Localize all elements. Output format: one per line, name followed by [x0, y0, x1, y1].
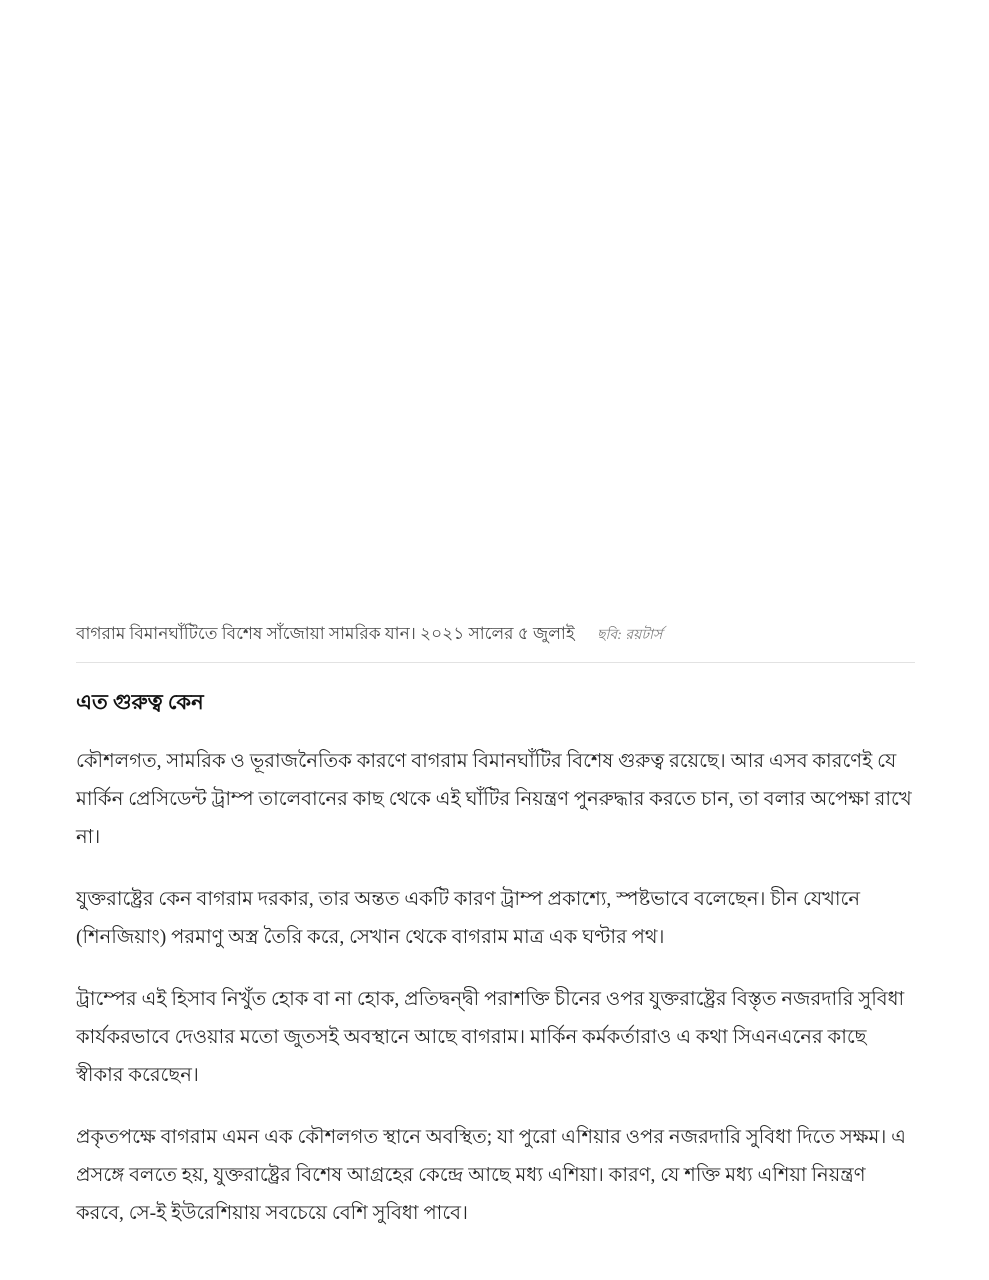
image-caption-text: বাগরাম বিমানঘাঁটিতে বিশেষ সাঁজোয়া সামরিক যান। ২০২১ সালের ৫ জুলাই [76, 624, 575, 643]
section-heading: এত গুরুত্ব কেন [76, 689, 204, 714]
image-caption [76, 622, 915, 647]
article-paragraph: ট্রাম্পের এই হিসাব নিখুঁত হোক বা না হোক, প্রতিদ্বন্দ্বী পরাশক্তি চীনের ওপর যুক্তরাষ্ট্রের বিস্তৃত নজরদারি সুবিধা কার্যকরভাবে দেওয়ার মতো জুতসই অবস্থানে আছে বাগরাম। মার্কিন কর্মকর্তারাও এ কথা সিএনএনের কাছে স্বীকার করেছেন। [76, 988, 905, 1086]
article-content [0, 622, 989, 1233]
article-image-area [0, 0, 989, 610]
article-paragraph: কৌশলগত, সামরিক ও ভূরাজনৈতিক কারণে বাগরাম বিমানঘাঁটির বিশেষ গুরুত্ব রয়েছে। আর এসব কারণেই যে মার্কিন প্রেসিডেন্ট ট্রাম্প তালেবানের কাছ থেকে এই ঘাঁটির নিয়ন্ত্রণ পুনরুদ্ধার করতে চান, তা বলার অপেক্ষা রাখে না। [76, 750, 912, 848]
photo-credit: ছবি: রয়টার্স [596, 628, 663, 643]
article-paragraph: প্রকৃতপক্ষে বাগরাম এমন এক কৌশলগত স্থানে অবস্থিত; যা পুরো এশিয়ার ওপর নজরদারি সুবিধা দিতে সক্ষম। এ প্রসঙ্গে বলতে হয়, যুক্তরাষ্ট্রের বিশেষ আগ্রহের কেন্দ্রে আছে মধ্য এশিয়া। কারণ, যে শক্তি মধ্য এশিয়া নিয়ন্ত্রণ করবে, সে-ই ইউরেশিয়ায় সবচেয়ে বেশি সুবিধা পাবে। [76, 1126, 907, 1224]
article-paragraph: যুক্তরাষ্ট্রের কেন বাগরাম দরকার, তার অন্তত একটি কারণ ট্রাম্প প্রকাশ্যে, স্পষ্টভাবে বলেছেন। চীন যেখানে (শিনজিয়াং) পরমাণু অস্ত্র তৈরি করে, সেখান থেকে বাগরাম মাত্র এক ঘণ্টার পথ। [76, 888, 861, 948]
caption-divider [76, 662, 915, 663]
